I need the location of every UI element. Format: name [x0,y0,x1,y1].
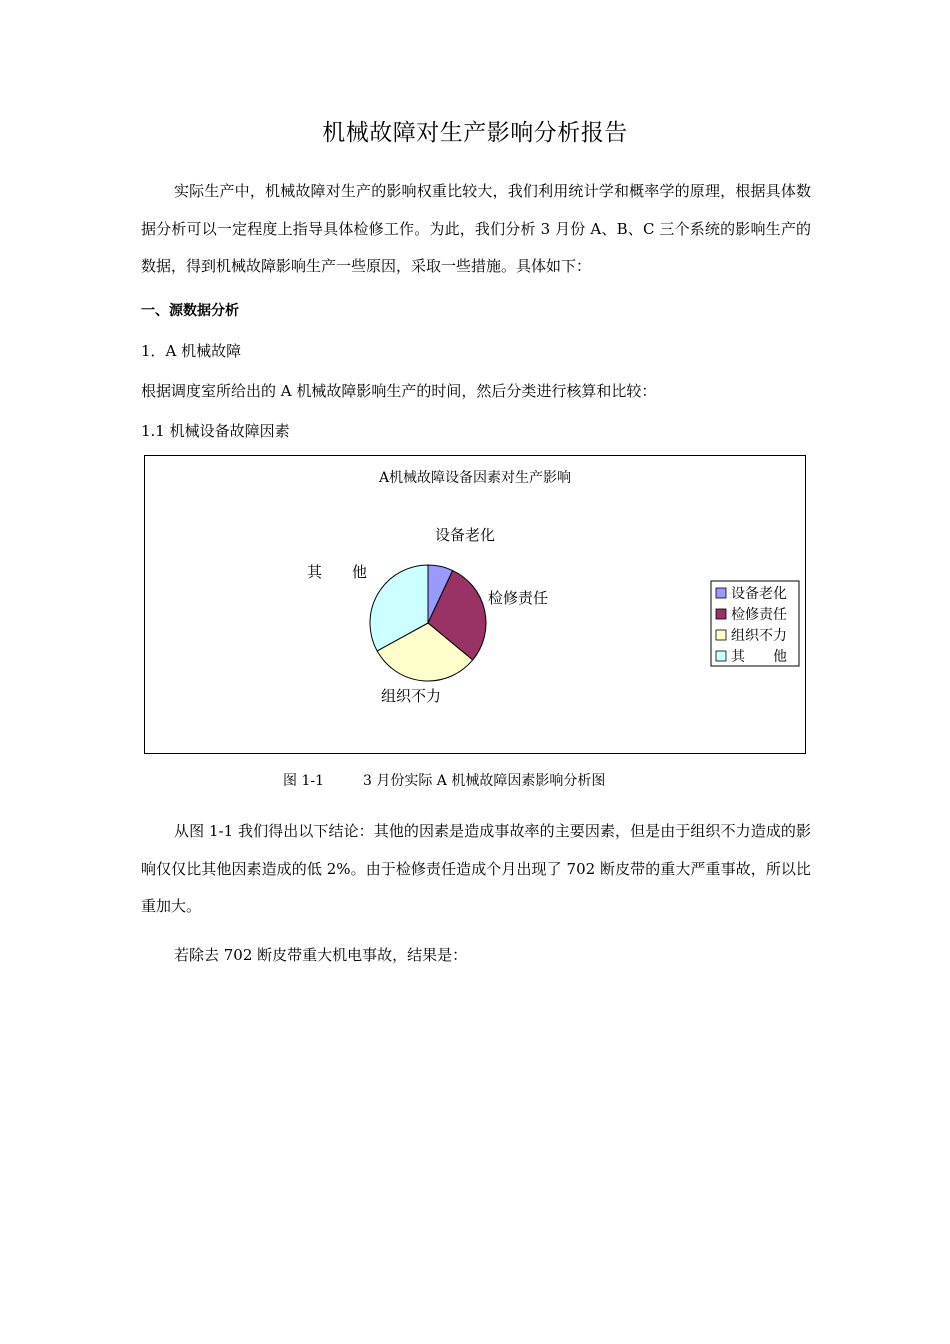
legend-label: 其 他 [731,649,787,665]
closing-text: 若除去 702 断皮带重大机电事故，结果是： [174,946,468,964]
subsection-heading: 1．A 机械故障 [141,342,242,360]
slice-label: 设备老化 [435,526,496,544]
pie-chart [145,456,805,753]
figure-caption-text: 3 月份实际 A 机械故障因素影响分析图 [363,773,606,789]
pie-chart-frame [144,455,806,754]
legend-swatch [716,588,726,598]
document-title: 机械故障对生产影响分析报告 [322,120,628,146]
subsubsection-heading: 1.1 机械设备故障因素 [141,422,290,440]
legend-swatch [716,651,726,661]
slice-label: 检修责任 [488,589,549,607]
legend-swatch [716,609,726,619]
legend-swatch [716,630,726,640]
legend-label: 设备老化 [731,586,787,602]
figure-caption [283,770,605,790]
subsection-text: 根据调度室所给出的 A 机械故障影响生产的时间，然后分类进行核算和比较： [141,382,657,400]
slice-label: 组织不力 [381,687,442,705]
legend-label: 组织不力 [731,628,787,644]
intro-paragraph: 实际生产中，机械故障对生产的影响权重比较大，我们利用统计学和概率学的原理，根据具体数据分析可以一定程度上指导具体检修工作。为此，我们分析 3 月份 A、B、C 三个系统的影响生产的数据，得到机械故障影响生产一些原因，采取一些措施。具体如下： [141,182,811,275]
slice-label: 其 他 [307,563,368,581]
section-heading: 一、源数据分析 [141,303,239,319]
figure-number: 图 1-1 [283,773,324,789]
conclusion-paragraph: 从图 1-1 我们得出以下结论：其他的因素是造成事故率的主要因素，但是由于组织不力造成的影响仅仅比其他因素造成的低 2%。由于检修责任造成个月出现了 702 断皮带的重大严重事故，所以比重加大。 [141,822,811,915]
chart-title: A机械故障设备因素对生产影响 [378,470,572,486]
legend-label: 检修责任 [731,607,787,623]
